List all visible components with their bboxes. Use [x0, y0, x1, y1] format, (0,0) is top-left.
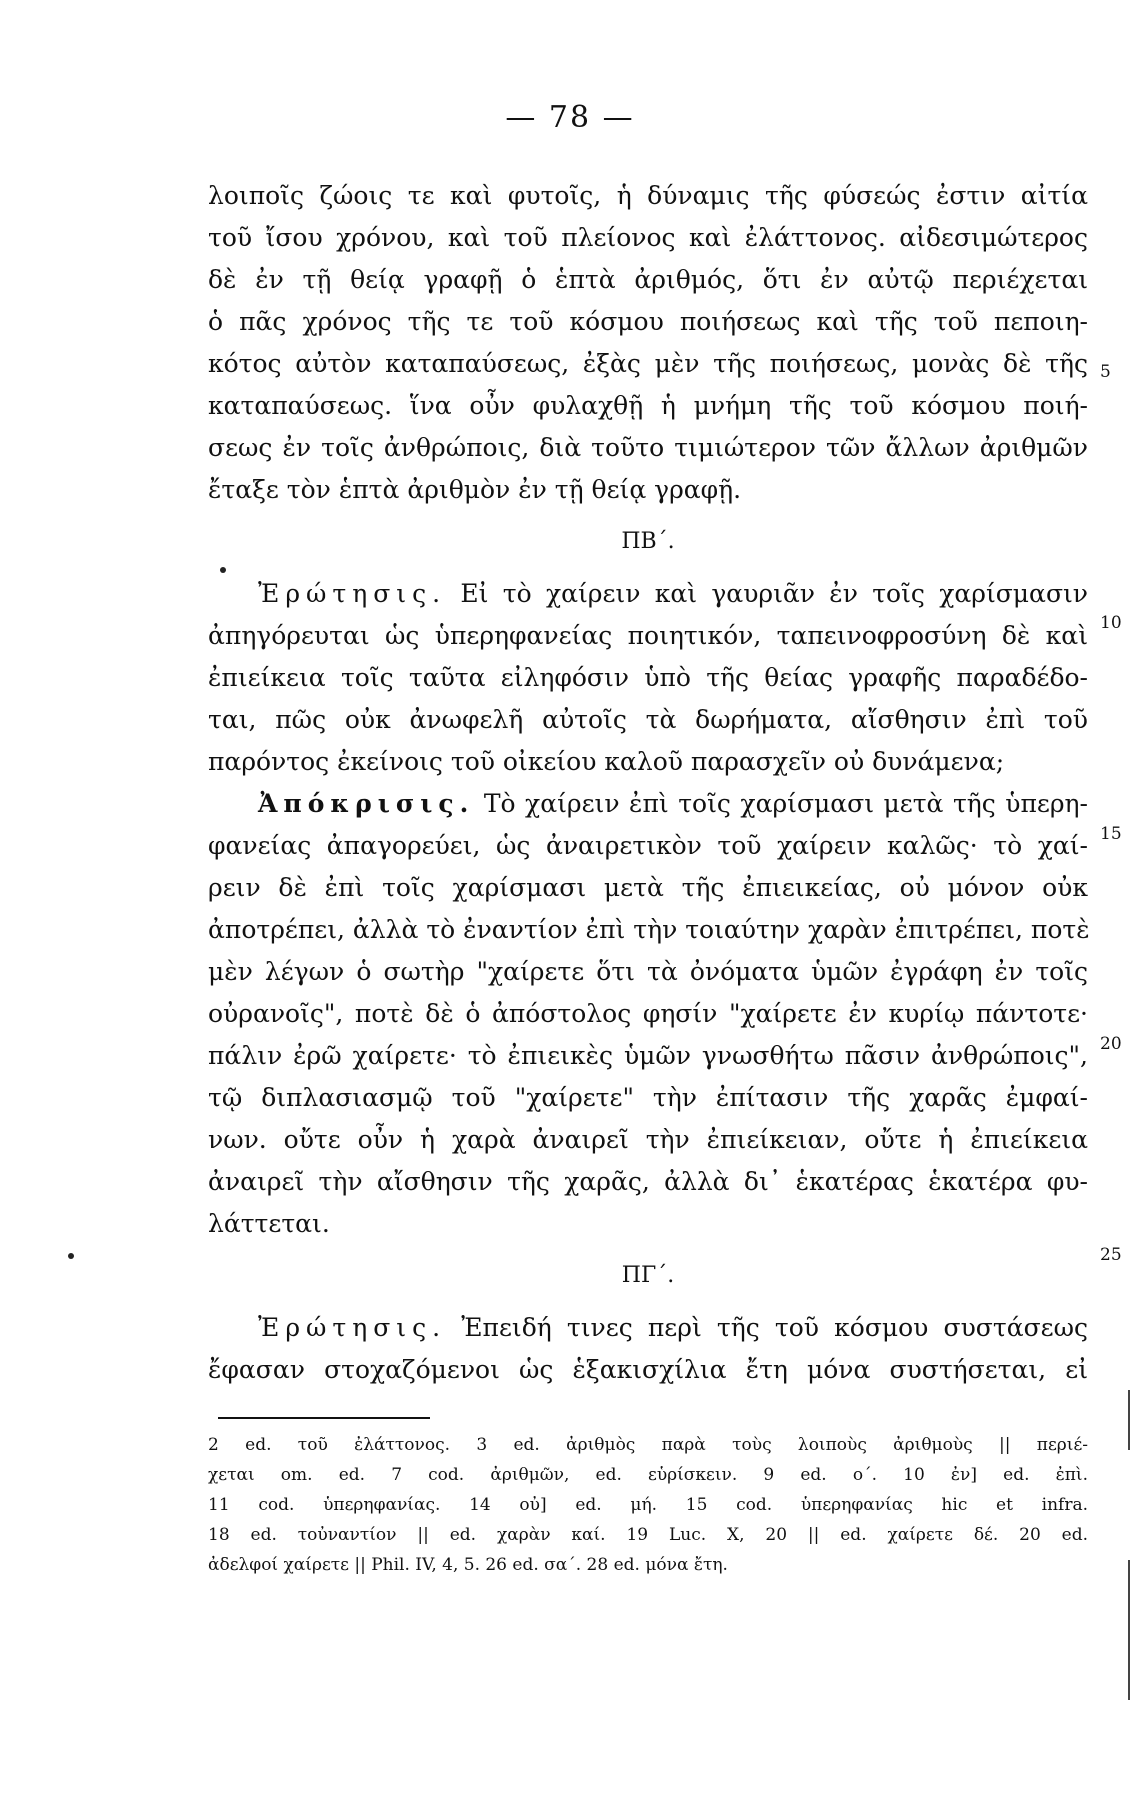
text-line: τοῦ ἴσου χρόνου, καὶ τοῦ πλείονος καὶ ἐλάττονος. αἰδεσιμώτερος — [208, 223, 1088, 252]
question-label: Ἐρώτησις. — [258, 579, 447, 608]
margin-line-number: 5 — [1100, 362, 1111, 382]
answer-text: Τὸ χαίρειν ἐπὶ τοῖς χαρίσμασι μετὰ τῆς ὑπερη- — [483, 789, 1088, 818]
margin-line-number: 25 — [1100, 1245, 1122, 1265]
footnote-line: 11 cod. ὑπερηφανίας. 14 οὐ] ed. μή. 15 cod. ὑπερηφανίας hic et infra. — [208, 1495, 1088, 1515]
answer-first-line — [208, 783, 1088, 825]
print-speck — [68, 1253, 74, 1259]
section-heading-pb: ΠΒ΄. — [621, 529, 675, 554]
scan-edge-mark — [1128, 1560, 1130, 1700]
page-number: — 78 — — [505, 100, 635, 135]
text-line: κότος αὐτὸν καταπαύσεως, ἐξὰς μὲν τῆς ποιήσεως, μονὰς δὲ τῆς — [208, 349, 1088, 378]
text-line: ἔφασαν στοχαζόμενοι ὡς ἑξακισχίλια ἔτη μόνα συστήσεται, εἰ — [208, 1355, 1088, 1384]
question-first-line — [208, 573, 1088, 615]
text-line: ἀπηγόρευται ὡς ὑπερηφανείας ποιητικόν, ταπεινοφροσύνη δὲ καὶ — [208, 621, 1088, 650]
footnotes — [208, 1430, 1088, 1580]
scan-edge-mark — [1128, 1390, 1130, 1450]
question-label: Ἐρώτησις. — [258, 1313, 447, 1342]
question-text: Ἐπειδή τινες περὶ τῆς τοῦ κόσμου συστάσεως — [461, 1313, 1088, 1342]
text-line: οὐρανοῖς", ποτὲ δὲ ὁ ἀπόστολος φησίν "χαίρετε ἐν κυρίῳ πάντοτε· — [208, 999, 1088, 1028]
text-line: ρειν δὲ ἐπὶ τοῖς χαρίσμασι μετὰ τῆς ἐπιεικείας, οὐ μόνον οὐκ — [208, 873, 1088, 902]
section-heading-pg: ΠΓ΄. — [621, 1263, 675, 1288]
text-line: ἀναιρεῖ τὴν αἴσθησιν τῆς χαρᾶς, ἀλλὰ δι᾽ ἑκατέρας ἑκατέρα φυ- — [208, 1167, 1088, 1196]
text-line: πάλιν ἐρῶ χαίρετε· τὸ ἐπιεικὲς ὑμῶν γνωσθήτω πᾶσιν ἀνθρώποις", — [208, 1041, 1088, 1070]
answer-label: Ἀπόκρισις. — [258, 789, 475, 818]
text-line: φανείας ἀπαγορεύει, ὡς ἀναιρετικὸν τοῦ χαίρειν καλῶς· τὸ χαί- — [208, 831, 1088, 860]
margin-line-number: 10 — [1100, 613, 1122, 633]
margin-line-number: 15 — [1100, 824, 1122, 844]
text-line: νων. οὔτε οὖν ἡ χαρὰ ἀναιρεῖ τὴν ἐπιείκειαν, οὔτε ἡ ἐπιείκεια — [208, 1125, 1088, 1154]
question-first-line — [208, 1307, 1088, 1349]
text-line: ἀποτρέπει, ἀλλὰ τὸ ἐναντίον ἐπὶ τὴν τοιαύτην χαρὰν ἐπιτρέπει, ποτὲ — [208, 915, 1090, 944]
footnote-line: 18 ed. τοὐναντίον || ed. χαρὰν καί. 19 Luc. X, 20 || ed. χαίρετε δέ. 20 ed. — [208, 1525, 1088, 1545]
text-line: λοιποῖς ζώοις τε καὶ φυτοῖς, ἡ δύναμις τῆς φύσεώς ἐστιν αἰτία — [208, 181, 1088, 210]
text-line: δὲ ἐν τῇ θείᾳ γραφῇ ὁ ἑπτὰ ἀριθμός, ὅτι ἐν αὐτῷ περιέχεται — [208, 265, 1088, 294]
question-text: Εἰ τὸ χαίρειν καὶ γαυριᾶν ἐν τοῖς χαρίσμασιν — [460, 579, 1089, 608]
footnote-rule — [218, 1417, 430, 1419]
text-line: ἐπιείκεια τοῖς ταῦτα εἰληφόσιν ὑπὸ τῆς θείας γραφῆς παραδέδο- — [208, 663, 1088, 692]
print-speck — [220, 567, 226, 573]
text-line: τῷ διπλασιασμῷ τοῦ "χαίρετε" τὴν ἐπίτασιν τῆς χαρᾶς ἐμφαί- — [208, 1083, 1088, 1112]
text-line: μὲν λέγων ὁ σωτὴρ "χαίρετε ὅτι τὰ ὀνόματα ὑμῶν ἐγράφη ἐν τοῖς — [208, 957, 1088, 986]
text-line: σεως ἐν τοῖς ἀνθρώποις, διὰ τοῦτο τιμιώτερον τῶν ἄλλων ἀριθμῶν — [208, 433, 1088, 462]
text-line: παρόντος ἐκείνοις τοῦ οἰκείου καλοῦ παρασχεῖν οὐ δυνάμενα; — [208, 747, 1005, 776]
text-line: ται, πῶς οὐκ ἀνωφελῆ αὐτοῖς τὰ δωρήματα, αἴσθησιν ἐπὶ τοῦ — [208, 705, 1088, 734]
footnote-line: χεται om. ed. 7 cod. ἀριθμῶν, ed. εὑρίσκειν. 9 ed. ο΄. 10 ἐν] ed. ἐπὶ. — [208, 1465, 1088, 1485]
text-line: καταπαύσεως. ἵνα οὖν φυλαχθῇ ἡ μνήμη τῆς τοῦ κόσμου ποιή- — [208, 391, 1088, 420]
text-line: λάττεται. — [208, 1209, 330, 1238]
footnote-line: ἀδελφοί χαίρετε || Phil. IV, 4, 5. 26 ed. σα΄. 28 ed. μόνα ἔτη. — [208, 1555, 728, 1575]
margin-line-number: 20 — [1100, 1034, 1122, 1054]
text-line: ὁ πᾶς χρόνος τῆς τε τοῦ κόσμου ποιήσεως καὶ τῆς τοῦ πεποιη- — [208, 307, 1088, 336]
main-text — [208, 175, 1088, 1391]
footnote-line: 2 ed. τοῦ ἐλάττονος. 3 ed. ἀριθμὸς παρὰ τοὺς λοιποὺς ἀριθμοὺς || περιέ- — [208, 1435, 1088, 1455]
text-line: ἔταξε τὸν ἑπτὰ ἀριθμὸν ἐν τῇ θείᾳ γραφῇ. — [208, 475, 742, 504]
